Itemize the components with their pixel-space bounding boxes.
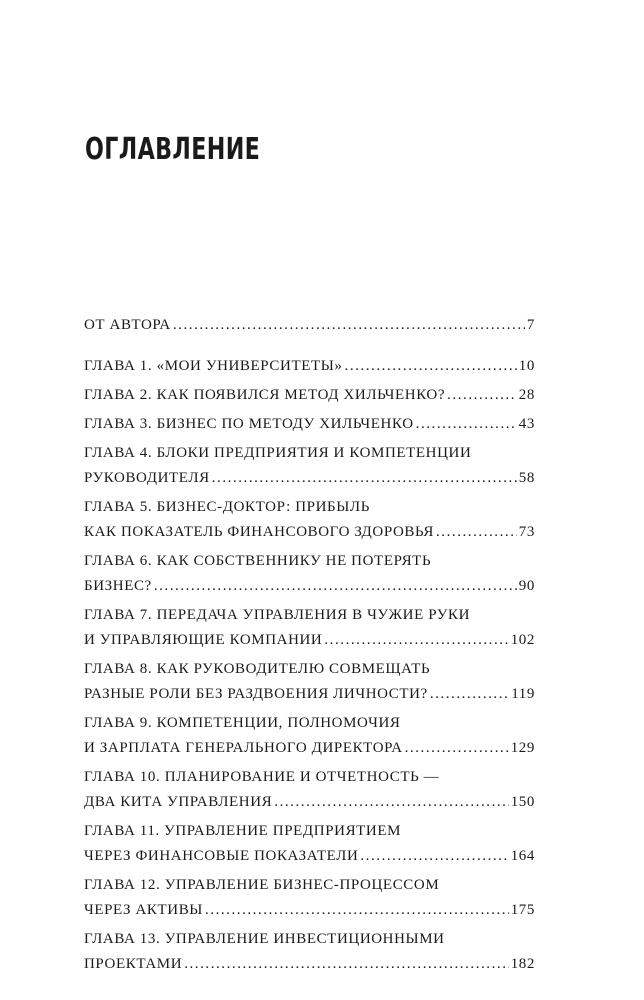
toc-entry-line — [84, 495, 535, 520]
toc-entry[interactable] — [84, 711, 535, 761]
toc-entry-title: ГЛАВА 6. КАК СОБСТВЕННИКУ НЕ ПОТЕРЯТЬ — [84, 553, 432, 569]
toc-entry-line — [84, 412, 535, 437]
toc-entry-line — [84, 898, 535, 923]
toc-entry-line — [84, 952, 535, 977]
toc-entry[interactable] — [84, 495, 535, 545]
toc-entry-title: ГЛАВА 5. БИЗНЕС-ДОКТОР: ПРИБЫЛЬ — [84, 499, 370, 515]
toc-entry-title: ГЛАВА 2. КАК ПОЯВИЛСЯ МЕТОД ХИЛЬЧЕНКО? — [84, 387, 446, 403]
toc-entry-line — [84, 354, 535, 379]
dot-leader — [272, 790, 508, 815]
dot-leader — [171, 313, 525, 338]
toc-entry-title: ГЛАВА 10. ПЛАНИРОВАНИЕ И ОТЧЕТНОСТЬ — — [84, 769, 440, 785]
toc-entry-line — [84, 844, 535, 869]
toc-entry-title: РУКОВОДИТЕЛЯ — [84, 470, 210, 486]
dot-leader — [203, 898, 509, 923]
toc-entry-line — [84, 873, 535, 898]
toc-entry-line — [84, 383, 535, 408]
toc-entry[interactable] — [84, 383, 535, 408]
toc-page-number: 102 — [510, 632, 535, 648]
toc-entry[interactable] — [84, 603, 535, 653]
toc-entry-title: И УПРАВЛЯЮЩИЕ КОМПАНИИ — [84, 632, 323, 648]
toc-entry[interactable] — [84, 927, 535, 977]
toc-entry-title: ЧЕРЕЗ ФИНАНСОВЫЕ ПОКАЗАТЕЛИ — [84, 848, 359, 864]
toc-page-number: 7 — [526, 317, 535, 333]
toc-entry-title: КАК ПОКАЗАТЕЛЬ ФИНАНСОВОГО ЗДОРОВЬЯ — [84, 524, 434, 540]
page-title: ОГЛАВЛЕНИЕ — [85, 132, 261, 168]
toc-entry-title: ГЛАВА 1. «МОИ УНИВЕРСИТЕТЫ» — [84, 358, 343, 374]
toc-entry-line — [84, 603, 535, 628]
toc-entry-line — [84, 466, 535, 491]
toc-page-number: 129 — [510, 740, 535, 756]
dot-leader — [210, 466, 517, 491]
toc-entry-line — [84, 765, 535, 790]
toc-entry[interactable] — [84, 441, 535, 491]
toc-entry[interactable] — [84, 412, 535, 437]
toc-entry-line — [84, 549, 535, 574]
toc-page-number: 73 — [518, 524, 535, 540]
toc-entry[interactable] — [84, 819, 535, 869]
toc-entry-title: ГЛАВА 12. УПРАВЛЕНИЕ БИЗНЕС-ПРОЦЕССОМ — [84, 877, 440, 893]
toc-entry-line — [84, 520, 535, 545]
toc-entry-title: ЧЕРЕЗ АКТИВЫ — [84, 902, 203, 918]
toc-entry-title: ГЛАВА 11. УПРАВЛЕНИЕ ПРЕДПРИЯТИЕМ — [84, 823, 402, 839]
toc-entry-line — [84, 574, 535, 599]
dot-leader — [414, 412, 517, 437]
toc-entry-title: ГЛАВА 13. УПРАВЛЕНИЕ ИНВЕСТИЦИОННЫМИ — [84, 931, 445, 947]
dot-leader — [182, 952, 509, 977]
table-of-contents — [84, 313, 535, 977]
toc-entry-line — [84, 441, 535, 466]
toc-entry-line — [84, 682, 535, 707]
toc-entry[interactable] — [84, 313, 535, 338]
toc-entry[interactable] — [84, 873, 535, 923]
toc-entry-line — [84, 736, 535, 761]
dot-leader — [322, 628, 508, 653]
toc-page-number: 90 — [518, 578, 535, 594]
toc-entry[interactable] — [84, 657, 535, 707]
toc-entry-title: РАЗНЫЕ РОЛИ БЕЗ РАЗДВОЕНИЯ ЛИЧНОСТИ? — [84, 686, 428, 702]
dot-leader — [358, 844, 508, 869]
dot-leader — [403, 736, 509, 761]
dot-leader — [428, 682, 509, 707]
toc-entry-line — [84, 657, 535, 682]
dot-leader — [343, 354, 517, 379]
toc-entry[interactable] — [84, 765, 535, 815]
toc-entry[interactable] — [84, 549, 535, 599]
toc-page-number: 119 — [511, 686, 535, 702]
toc-entry-title: И ЗАРПЛАТА ГЕНЕРАЛЬНОГО ДИРЕКТОРА — [84, 740, 403, 756]
toc-entry-line — [84, 711, 535, 736]
toc-page-number: 28 — [518, 387, 535, 403]
toc-entry[interactable] — [84, 354, 535, 379]
toc-entry-line — [84, 313, 535, 338]
toc-page-number: 10 — [518, 358, 535, 374]
toc-page-number: 58 — [518, 470, 535, 486]
dot-leader — [434, 520, 517, 545]
toc-page-number: 182 — [510, 956, 535, 972]
toc-entry-title: ДВА КИТА УПРАВЛЕНИЯ — [84, 794, 273, 810]
toc-entry-title: ГЛАВА 3. БИЗНЕС ПО МЕТОДУ ХИЛЬЧЕНКО — [84, 416, 414, 432]
toc-entry-title: БИЗНЕС? — [84, 578, 152, 594]
toc-page-number: 150 — [510, 794, 535, 810]
toc-entry-title: ГЛАВА 4. БЛОКИ ПРЕДПРИЯТИЯ И КОМПЕТЕНЦИИ — [84, 445, 472, 461]
toc-entry-title: ОТ АВТОРА — [84, 317, 171, 333]
toc-entry-line — [84, 628, 535, 653]
toc-entry-line — [84, 819, 535, 844]
toc-page-number: 175 — [510, 902, 535, 918]
toc-entry-title: ПРОЕКТАМИ — [84, 956, 183, 972]
toc-entry-title: ГЛАВА 8. КАК РУКОВОДИТЕЛЮ СОВМЕЩАТЬ — [84, 661, 431, 677]
toc-entry-title: ГЛАВА 7. ПЕРЕДАЧА УПРАВЛЕНИЯ В ЧУЖИЕ РУКИ — [84, 607, 471, 623]
toc-page-number: 164 — [510, 848, 535, 864]
dot-leader — [152, 574, 517, 599]
dot-leader — [445, 383, 517, 408]
toc-entry-line — [84, 927, 535, 952]
toc-entry-title: ГЛАВА 9. КОМПЕТЕНЦИИ, ПОЛНОМОЧИЯ — [84, 715, 401, 731]
toc-page-number: 43 — [518, 416, 535, 432]
toc-entry-line — [84, 790, 535, 815]
